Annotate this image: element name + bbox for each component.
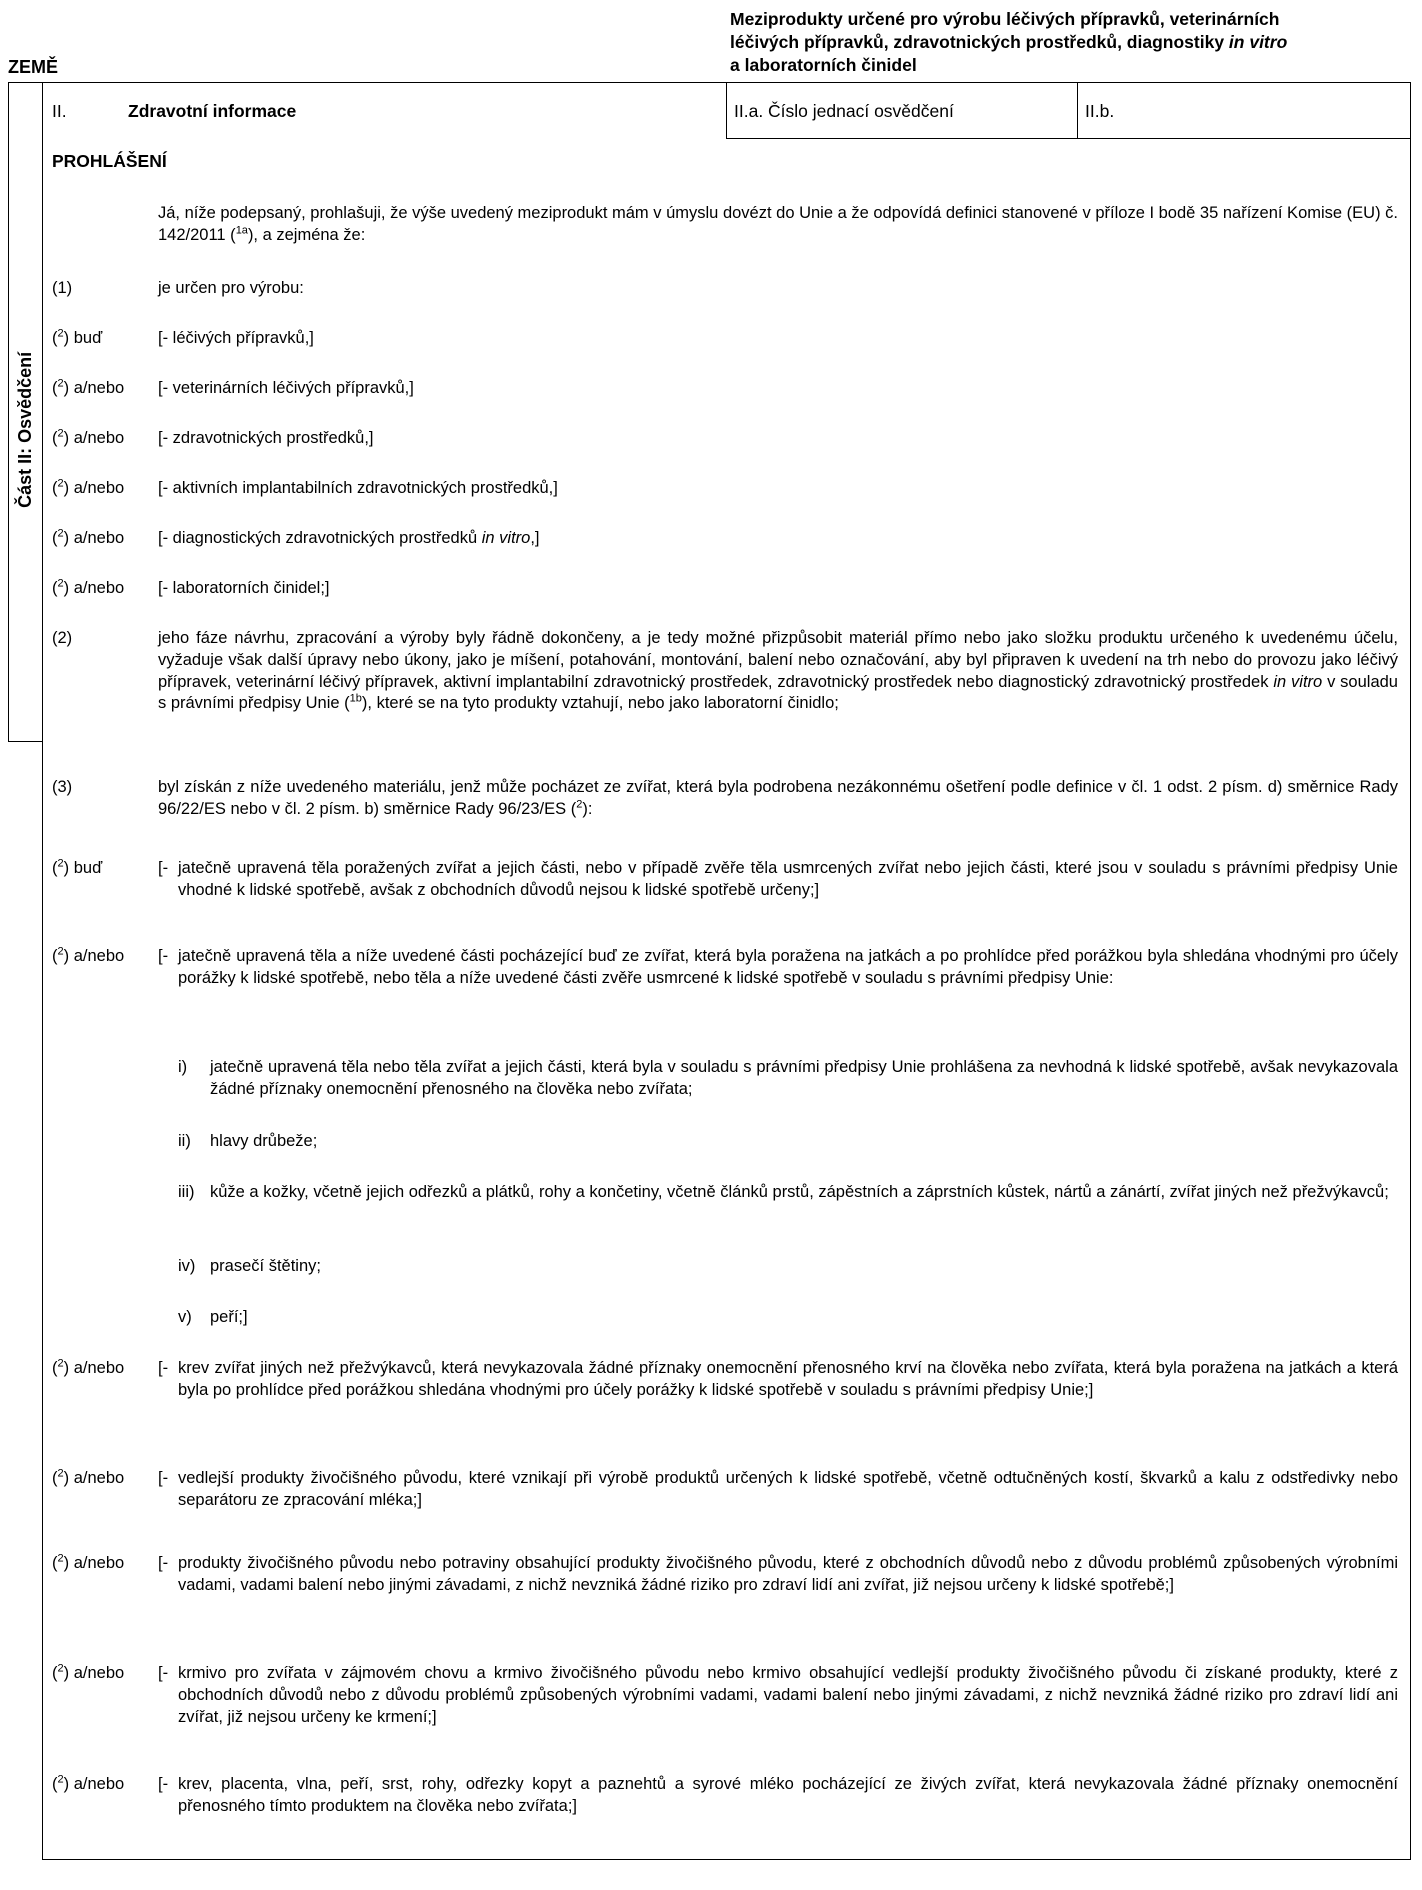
frame-right — [1410, 82, 1411, 1860]
document-title — [730, 8, 1410, 76]
header-rule — [8, 82, 1410, 83]
reference-number-label: II.a. Číslo jednací osvědčení — [734, 101, 954, 121]
reference-b-label: II.b. — [1085, 101, 1115, 121]
side-label: Část II: Osvědčení — [15, 351, 36, 509]
title-line-3: a laboratorních činidel — [730, 54, 917, 75]
country-label: ZEMĚ — [8, 57, 59, 77]
frame-bottom — [42, 1859, 1410, 1860]
section-number: II. — [52, 101, 67, 121]
declaration-title: PROHLÁŠENÍ — [52, 151, 167, 171]
title-line-2: léčivých přípravků, zdravotnických prostředků, diagnostiky in vitro — [730, 31, 1288, 52]
ref-box-left — [726, 82, 727, 139]
section-title: Zdravotní informace — [128, 101, 297, 121]
side-bottom — [8, 741, 42, 742]
ref-box-mid — [1077, 82, 1078, 139]
p2-text: jeho fáze návrhu, zpracování a výroby byly řádně dokončeny, a je tedy možné přizpůsobit materiál přímo nebo jako složku produktu určeného k uvedenému účelu, vyžaduje však další úpravy nebo úkony, jako je míšení, potahování, montování, balení nebo označování, aby byl připraven k uvedení na trh nebo do provozu jako léčivý přípravek, veterinární léčivý přípravek, aktivní implantabilní zdravotnický prostředek, zdravotnický prostředek nebo diagnostický zdravotnický prostředek in vitro v souladu s právními předpisy Unie ($^{1b}$), které se na tyto produkty vztahují, nebo jako laboratorní činidlo; — [158, 629, 1398, 713]
p1-text: je určen pro výrobu: — [158, 279, 304, 297]
p1-number: (1) — [52, 279, 73, 297]
title-line-1: Meziprodukty určené pro výrobu léčivých přípravků, veterinárních — [730, 9, 1280, 29]
p3-text: byl získán z níže uvedeného materiálu, jenž může pocházet ze zvířat, která byla podrobena nezákonnému ošetření podle definice v čl. 1 odst. 2 písm. d) směrnice Rady 96/22/ES nebo v čl. 2 písm. b) směrnice Rady 96/23/ES ($^2$): — [158, 778, 1398, 818]
ref-box-bottom — [726, 138, 1410, 139]
p2-number: (2) — [52, 629, 73, 647]
p3-number: (3) — [52, 778, 73, 796]
